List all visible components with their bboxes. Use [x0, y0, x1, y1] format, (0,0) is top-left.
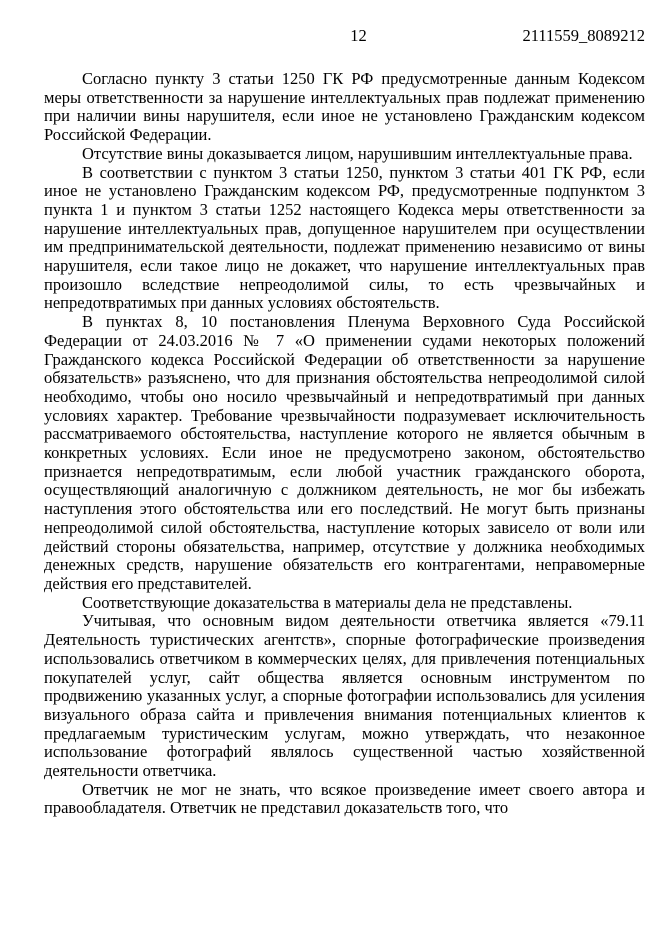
- body-paragraph: В соответствии с пунктом 3 статьи 1250, пунктом 3 статьи 401 ГК РФ, если иное не установлено Гражданским кодексом РФ, предусмотренные подпунктом 3 пункта 1 и пунктом 3 статьи 1252 настоящего Кодекса меры ответственности за нарушение интеллектуальных прав, допущенное нарушителем при осуществлении им предпринимательской деятельности, подлежат применению независимо от вины нарушителя, если такое лицо не докажет, что нарушение интеллектуальных прав произошло вследствие непреодолимой силы, то есть чрезвычайных и непредотвратимых при данных условиях обстоятельств.: [44, 162, 645, 313]
- page-number: 12: [350, 26, 367, 45]
- body-paragraph: Соответствующие доказательства в материалы дела не представлены.: [82, 592, 573, 612]
- document-id: 2111559_8089212: [522, 26, 645, 45]
- body-paragraph: В пунктах 8, 10 постановления Пленума Верховного Суда Российской Федерации от 24.03.2016 № 7 «О применении судами некоторых положений Гражданского кодекса Российской Федерации об ответственности за нарушение обязательств» разъяснено, что для признания обстоятельства непреодолимой силой необходимо, чтобы оно носило чрезвычайный и непредотвратимый при данных условиях характер. Требование чрезвычайности подразумевает исключительность рассматриваемого обстоятельства, наступление которого не является обычным в конкретных условиях. Если иное не предусмотрено законом, обстоятельство признается непредотвратимым, если любой участник гражданского оборота, осуществляющий аналогичную с должником деятельность, не мог бы избежать наступления этого обстоятельства или его последствий. Не могут быть признаны непреодолимой силой обстоятельства, наступление которых зависело от воли или действий стороны обязательства, например, отсутствие у должника необходимых денежных средств, нарушение обязательств его контрагентами, неправомерные действия его представителей.: [44, 312, 645, 593]
- body-paragraph: Согласно пункту 3 статьи 1250 ГК РФ предусмотренные данным Кодексом меры ответственности за нарушение интеллектуальных прав подлежат применению при наличии вины нарушителя, если иное не установлено Гражданским кодексом Российской Федерации.: [44, 69, 645, 145]
- body-paragraph: Ответчик не мог не знать, что всякое произведение имеет своего автора и правообладателя. Ответчик не представил доказательств того, что: [44, 779, 645, 818]
- page-header: [44, 27, 645, 47]
- body-paragraph: Учитывая, что основным видом деятельности ответчика является «79.11 Деятельность туристических агентств», спорные фотографические произведения использовались ответчиком в коммерческих целях, для привлечения потенциальных покупателей услуг, сайт общества является основным инструментом по продвижению указанных услуг, а спорные фотографии использовались для усиления визуального образа сайта и привлечения внимания потенциальных клиентов к предлагаемым туристическим услугам, можно утверждать, что незаконное использование фотографий являлось существенной частью хозяйственной деятельности ответчика.: [44, 611, 645, 781]
- document-body: [44, 70, 645, 818]
- body-paragraph: Отсутствие вины доказывается лицом, нарушившим интеллектуальные права.: [82, 143, 633, 163]
